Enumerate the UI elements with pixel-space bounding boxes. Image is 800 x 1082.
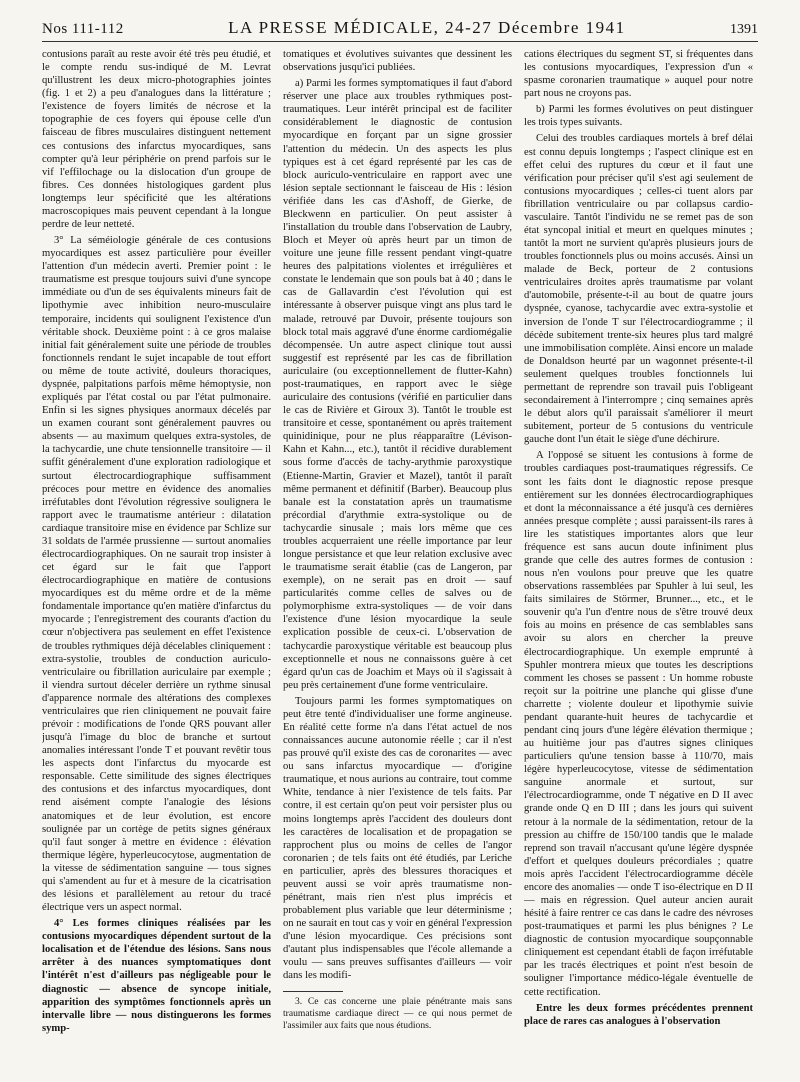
paragraph: A l'opposé se situent les contusions à forme de troubles cardiaques post-traumatiques régressifs. Ce sont les faits dont le diagnostic repose presque entièrement sur les données électrocardiographiques et dont la méconnaissance a été jusqu'à ces dernières années presque complète ; aussi paraissent-ils rares à lire les statistiques importantes alors que leur fréquence est sans aucun doute infiniment plus grande que celle des autres formes de contusion : nous n'en voulons pour preuve que les quatre observations rassemblées par Spuhler à lui seul, les faits similaires de Störmer, Brunner..., etc., et le souvenir qu'a l'un d'entre nous de s'être trouvé deux fois au moins en présence de cas semblables sans avoir su alors en chercher la preuve électrocardiographique. Un exemple emprunté à Spuhler montrera mieux que toutes les descriptions comment les choses se passent : Un homme robuste reçoit sur la poitrine une planche qui glisse d'une charrette ; violente douleur et lipothymie suivie pendant quarante-huit heures de tachycardie et pendant cinq jours d'une légère élévation thermique ; au huitième jour pas d'autres signes cliniques particuliers qu'une tension basse à 110/70, mais légère hyperleucocytose, vitesse de sédimentation sanguine anormale et surtout, sur l'électrocardiogramme, onde T négative en D II avec grande onde Q en D III ; dans les jours qui suivent retour à la normale de la sédimentation, retour de la pression au chiffre de 150/100 tandis que le malade reprend son travail n'accusant qu'une légère dyspnée d'effort et quelques douleurs précordiales ; quatre mois après l'accident l'électrocardiogramme décèle encore des anomalies — onde T iso-électrique en D II — mais en régression. Quel auteur ancien aurait hésité à faire rentrer ce cas dans le cadre des névroses post-traumatiques et parmi les plus bénignes ? Le diagnostic de contusion myocardique soupçonnable cliniquement est cependant établi de façon irréfutable par les tracés électriques et point n'est besoin de souligner l'importance médico-légale éventuelle de cette rectification. bbox=[524, 450, 753, 998]
paragraph: b) Parmi les formes évolutives on peut distinguer les trois types suivants. bbox=[524, 104, 753, 129]
text-columns bbox=[42, 48, 755, 1068]
paragraph: a) Parmi les formes symptomatiques il faut d'abord réserver une place aux troubles rythmiques post-traumatiques. Leur intérêt principal est de faciliter considérablement le diagnostic de contusion myocardique en forçant par un signe grossier l'attention du médecin. Un des aspects les plus typiques est à cet égard représenté par les cas de block auriculo-ventriculaire en rapport avec une lésion septale sectionnant le faisceau de His : lésion vérifiée dans les cas d'Ashoff, de Gierke, de Bleckwenn en particulier. On peut assister à l'installation du trouble dans l'observation de Laubry, Bloch et Meyer où après heurt par un timon de voiture une jeune fille ressent pendant vingt-quatre heures des palpitations violentes et irrégulières et constate le lendemain que son pouls bat à 40 ; dans le cas de Gallavardin c'est l'évolution qui est intéressante à observer puisque vingt ans plus tard le malade, retrouvé par Duvoir, présente toujours son block total mais aggravé d'une énorme cardiomégalie décompensée. Un autre aspect clinique tout aussi suggestif est représenté par les cas de fibrillation auriculaire (ou exceptionnellement de flutter-Kahn) post-traumatiques, en rapport avec le siège auriculaire des contusions (vérifié en particulier dans le cas de Rivière et Giroux 3). Tantôt le trouble est transitoire et cesse, spontanément ou après traitement quinidinique, pour ne plus réapparaître (Lévison-Kahn et Kahn..., etc.), tantôt il récidive durablement sous forme d'accès de tachy-arythmie paroxystique (Etienne-Martin, Gravier et Mazel), tantôt il paraît même permanent et définitif (Barber). Beaucoup plus banale est la constatation après un traumatisme précordial d'arythmie extra-systolique ou de tachycardie sinusale ; mais lors même que ces troubles acquerraient une réelle importance par leur longue persistance et que leur relation exclusive avec le traumatisme serait établie (cas de Langeron, par exemple), on ne serait pas en droit — sauf particularités comme celles de salves ou de polymorphisme extra-systoliques — de voir dans l'existence d'une lésion myocardique la seule explication possible de ceux-ci. L'observation de tachycardie paroxystique véritable est beaucoup plus exceptionnelle et nous ne connaissons guère à cet égard qu'un cas de Joachim et Mays où il s'agissait à peu près certainement d'une forme ventriculaire. bbox=[283, 78, 512, 691]
column-right bbox=[524, 48, 753, 1068]
paragraph: tomatiques et évolutives suivantes que dessinent les observations jusqu'ici publiées. bbox=[283, 49, 512, 74]
page-header bbox=[42, 0, 758, 42]
column-middle bbox=[283, 48, 512, 1068]
paragraph: 4° Les formes cliniques réalisées par les contusions myocardiques dépendent surtout de la localisation et de l'étendue des lésions. Sans nous arrêter à des nuances symptomatiques dont l'intérêt n'est d'ailleurs pas négligeable pour le diagnostic — absence de syncope initiale, apparition des symptômes fonctionnels après un intervalle libre — nous distinguerons les formes symp- bbox=[42, 918, 271, 1034]
paragraph: cations électriques du segment ST, si fréquentes dans les contusions myocardiques, l'expression d'un « spasme coronarien traumatique » auquel pour notre part nous ne croyons pas. bbox=[524, 49, 753, 100]
journal-title: LA PRESSE MÉDICALE, 24-27 Décembre 1941 bbox=[228, 18, 626, 37]
footnote: 3. Ce cas concerne une plaie pénétrante mais sans traumatisme cardiaque direct — ce qui nous permet de l'assimiler aux faits que nous étudions. bbox=[283, 995, 512, 1031]
paragraph: Toujours parmi les formes symptomatiques on peut être tenté d'individualiser une forme angineuse. En réalité cette forme n'a dans l'état actuel de nos connaissances aucune autonomie réelle ; car il n'est pas prouvé qu'il existe des cas de coronarites — avec ou sans infarctus myocardique — d'origine traumatique, et nous aurions au contraire, tout comme White, tendance à nier l'existence de tels faits. Par contre, il est certain qu'on peut voir persister plus ou moins longtemps après l'accident des douleurs dont les caractères de localisation et de propagation se rapprochent plus ou moins de celles de l'angor coronarien ; de tels faits ont été étudiés, par Leriche en particulier, après des blessures thoraciques et peuvent aussi se voir après traumatisme non-pénétrant, mais rien n'est plus imprécis et probablement plus variable que leur déterminisme ; on ne saurait en tout cas y voir en général l'expression d'une lésion myocardique. Ces précisions sont d'autant plus indispensables que l'école allemande a voulu — sans preuves suffisantes d'ailleurs — voir dans les modifi- bbox=[283, 695, 512, 982]
paragraph: Celui des troubles cardiaques mortels à bref délai est connu depuis longtemps ; l'aspect clinique est en effet celui des ruptures du cœur et il faut une vérification pour préciser qu'il s'est agi seulement de contusions myocardiques ; celles-ci tuent alors par fibrillation ventriculaire ou par collapsus cardio-vasculaire. Tantôt l'individu ne se remet pas de son état syncopal initial et meurt en quelques minutes ; tantôt la mort ne survient qu'après plusieurs jours de troubles fonctionnels plus ou moins accusés. Ainsi un malade de Beck, porteur de 2 contusions ventriculaires droites après traumatisme par volant d'automobile, présente-t-il au bout de quatre jours dyspnée, cyanose, tachycardie avec extra-systolie et inversion de l'onde T sur l'électrocardiogramme ; il décède subitement trente-six heures plus tard malgré une immobilisation complète. Ainsi encore un malade de Donaldson heurté par un wagonnet présente-t-il seulement quelques troubles fonctionnels lui permettant de reprendre son travail puis l'obligeant secondairement à l'interrompre ; cinq semaines après le début alors qu'il paraissait s'améliorer il meurt subitement, porteur de 5 contusions du ventricule gauche dont l'un était le siège d'une déchirure. bbox=[524, 133, 753, 446]
issue-numbers: Nos 111-112 bbox=[42, 21, 124, 37]
column-left bbox=[42, 48, 271, 1068]
page-number: 1391 bbox=[730, 22, 758, 37]
footnote-divider bbox=[283, 991, 343, 992]
paragraph: 3° La séméiologie générale de ces contusions myocardiques est assez particulière pour éveiller l'attention d'un médecin averti. Premier point : le traumatisme est presque toujours suivi d'une syncope immédiate ou d'un de ses équivalents mineurs fait de lipothymie avec inhibition neuro-musculaire temporaire, incidents qui soulignent l'existence d'un véritable shock. Deuxième point : à ce gros malaise initial fait généralement suite une période de troubles fonctionnels rendant le sujet incapable de tout effort ou même de toute activité, douleurs thoraciques, dyspnée, palpitations parfois même hémoptysie, non expliqués par l'état costal ou par l'état pulmonaire. Enfin si les signes physiques anormaux décelés par un examen courant sont généralement pauvres ou absents — au maximum quelques extra-systoles, de la tachycardie, une chute tensionnelle transitoire — il suffit généralement d'une exploration radiologique et surtout électrocardiographique suffisamment précoces pour mettre en évidence des anomalies irréfutables dont l'évolution régressive soulignera le rapport avec le traumatisme antérieur : dilatation cardiaque transitoire mise en évidence par Schlize sur 31 soldats de l'armée prussienne — surtout anomalies électrocardiographiques. On ne saurait trop insister à cet égard sur le fait que l'apport électrocardiographique en matière de contusions myocardiques est du même ordre et de la même fondamentale importance qu'en matière d'infarctus du myocarde ; l'enregistrement des courants d'action du cœur n'objectivera pas seulement en effet l'existence de troubles rythmiques déjà décelables cliniquement : extra-systolie, troubles de conduction auriculo-ventriculaire ou fibrillation auriculaire par exemple ; il viendra surtout déceler derrière un rythme sinusal d'apparence normale des altérations des complexes ventriculaires que rien cliniquement ne pouvait faire prévoir : modifications de l'onde QRS pouvant aller jusqu'à l'image du bloc de branche et surtout anomalies intéressant l'onde T et pouvant revêtir tous les aspects dont l'infarctus du myocarde est responsable. Cette similitude des signes électriques des contusions et des infarctus myocardiques, dont rend aisément compte l'analogie des lésions anatomiques et de leur évolution, est encore soulignée par un cortège de petits signes généraux qu'il faut songer à mettre en évidence : élévation thermique légère, hyperleucocytose, augmentation de la vitesse de sédimentation sanguine — tous signes qui s'amendent au fur et à mesure de la cicatrisation des lésions et parallèlement au retour du tracé électrique vers un aspect normal. bbox=[42, 235, 271, 914]
paragraph: Entre les deux formes précédentes prennent place de rares cas analogues à l'observation bbox=[524, 1002, 753, 1027]
paragraph: contusions paraît au reste avoir été très peu étudié, et le compte rendu sus-indiqué de M. Levrat qu'illustrent les deux micro-photographies jointes (fig. 1 et 2) a peu d'analogues dans la littérature ; l'existence de foyers limités de nécrose et la topographie de ces foyers qui épouse celle d'un faisceau de fibres musculaires distinguent nettement ces contusions des infarctus myocardiques, sans compter qu'à leur périphérie on prend parfois sur le vif l'effilochage ou la dislocation d'un groupe de fibres. Ces données histologiques gardent plus longtemps leur spécificité que les altérations macroscopiques mais peuvent cependant à la longue perdre de leur netteté. bbox=[42, 49, 271, 231]
